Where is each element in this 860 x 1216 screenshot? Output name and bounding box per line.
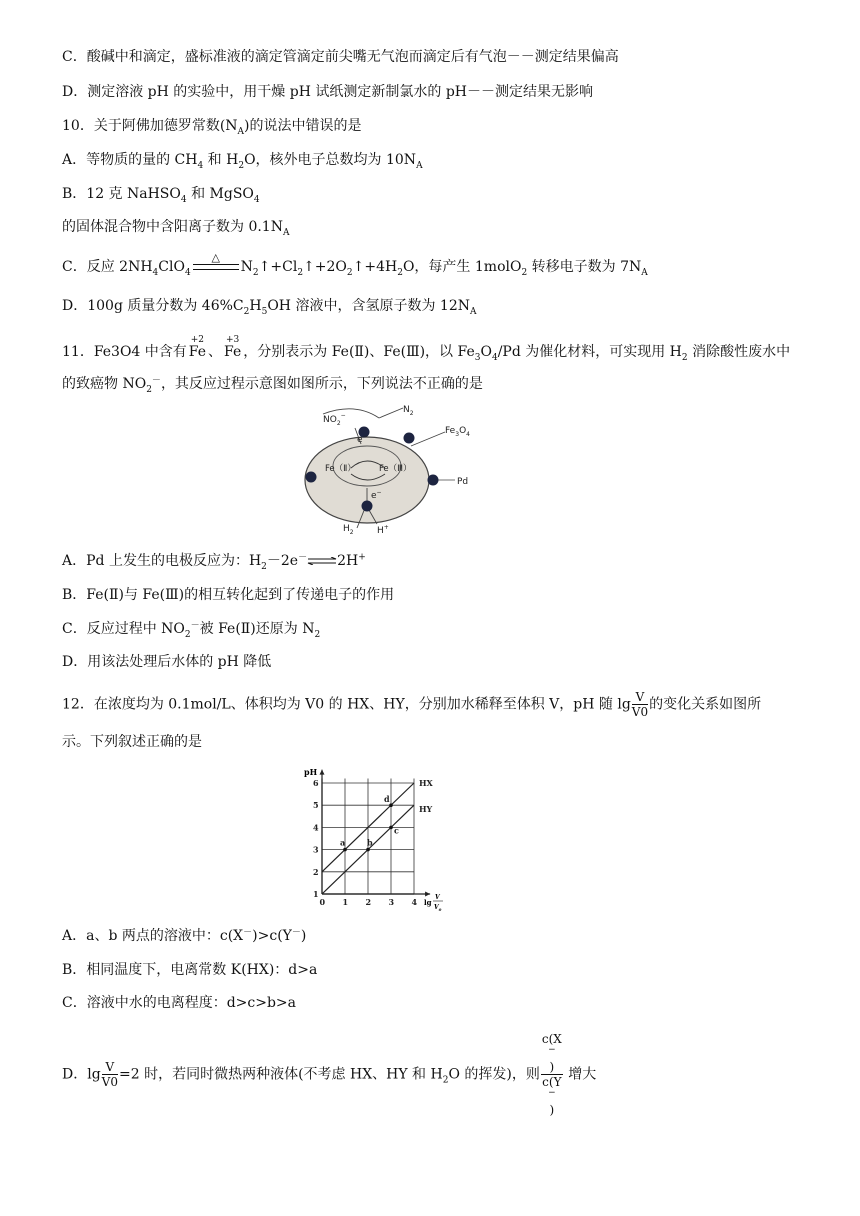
label-n2: $N_2$	[403, 405, 414, 417]
y-tick-6: 6	[313, 778, 319, 788]
point-label-b: b	[367, 837, 373, 848]
q12-stem-line1: 12．在浓度均为 0.1mol/L、体积均为 V0 的 HX、HY，分别加水稀释至体积 V，pH 随 lg $\frac{V}{V0}$ 的变化关系如图所	[62, 690, 762, 719]
q10-option-b: B．12 克 NaHSO$_4$ 和 MgSO$_4$	[62, 186, 260, 205]
label-electron-bottom: e−	[371, 489, 382, 501]
pd-dot-upper-right	[404, 433, 415, 444]
y-axis-arrow	[320, 770, 325, 775]
x-axis-label-den: $V_0$	[434, 904, 442, 912]
chart-grid	[320, 770, 431, 897]
series-label-hx: HX	[419, 778, 433, 788]
d-v-over-v0-fraction: $\frac{V}{V0}$	[101, 1060, 118, 1089]
q10-option-b-cont: 的固体混合物中含阳离子数为 $0.1N_A$	[62, 219, 290, 238]
ph-dilution-chart	[300, 762, 450, 918]
y-tick-1: 1	[313, 889, 319, 899]
equilibrium-arrow	[307, 557, 337, 565]
x-tick-2: 2	[365, 897, 372, 907]
x-tick-0: 0	[319, 897, 326, 907]
point-label-a: a	[340, 837, 346, 848]
point-label-c: c	[394, 825, 399, 836]
series-label-hy: HY	[419, 804, 433, 815]
y-tick-3: 3	[313, 844, 319, 855]
label-h2: $H_2$	[343, 524, 354, 536]
q11-stem-line2: 的致癌物 $NO_2^-$，其反应过程示意图如图所示，下列说法不正确的是	[62, 375, 483, 395]
v-over-v0-fraction: $\frac{V}{V0}$	[631, 690, 649, 719]
q11-option-c: C．反应过程中 $NO_2^-$被 Fe(Ⅱ)还原为 $N_2$	[62, 620, 321, 640]
chart-series	[322, 778, 434, 894]
q11-stem-line1: 11．Fe3O4 中含有 +2 Fe 、 +3 Fe ，分别表示为 Fe(Ⅱ)、Fe(Ⅲ)，以 $Fe_3O_4/Pd$ 为催化材料，可实现用 $H_2$ 消除酸性废水中	[62, 335, 791, 363]
x-tick-1: 1	[342, 897, 349, 907]
pd-dot-left	[306, 472, 317, 483]
reaction-condition-arrow: △	[191, 260, 241, 274]
point-label-d: d	[384, 794, 390, 805]
cx-over-cy-fraction: c(X − ) c(Y − )	[541, 1032, 562, 1117]
catalyst-mechanism-diagram	[295, 400, 495, 540]
q10-stem: 10．关于阿佛加德罗常数$(N_A)$的说法中错误的是	[62, 118, 362, 137]
pd-dot-right	[428, 475, 439, 486]
label-fe3: Fe（Ⅲ）	[379, 464, 412, 474]
q9-option-d: D．测定溶液 pH 的实验中，用干燥 pH 试纸测定新制氯水的 pH－－测定结果无影响	[62, 84, 593, 100]
y-tick-2: 2	[313, 866, 319, 877]
label-no2: $NO_2^-$	[323, 412, 346, 427]
q10-option-c: C．反应 $2NH_4ClO_4$ △ $N_2↑+Cl_2↑+2O_2↑+4H_2O$，每产生 1molO$_2$ 转移电子数为 $7N_A$	[62, 251, 648, 278]
q11-option-a: A．Pd 上发生的电极反应为：$H_2-2e^-$ 2H+	[62, 552, 366, 572]
label-electron-top: e−	[357, 433, 368, 445]
x-axis-label: lg	[424, 898, 432, 907]
q11-option-d: D．用该法处理后水体的 pH 降低	[62, 654, 272, 670]
label-hplus: H+	[377, 524, 389, 536]
label-fe3o4: $Fe_3O_4$	[445, 426, 470, 438]
fe-plus2: +2 Fe	[188, 335, 207, 360]
q12-option-b: B．相同温度下，电离常数 K(HX)：d>a	[62, 962, 318, 978]
q11-option-b: B．Fe(Ⅱ)与 Fe(Ⅲ)的相互转化起到了传递电子的作用	[62, 587, 395, 603]
q12-option-a: A．a、b 两点的溶液中：c(X－)>c(Y－)	[62, 927, 307, 944]
label-pd: Pd	[457, 477, 469, 487]
fe-plus3: +3 Fe	[224, 335, 242, 360]
x-axis-arrow	[425, 892, 430, 897]
q10-option-a: A．等物质的量的 $CH_4$ 和 $H_2O$，核外电子总数均为 $10N_A$	[62, 152, 423, 171]
y-tick-5: 5	[313, 800, 319, 811]
x-axis-label-num: V	[435, 894, 440, 901]
y-tick-4: 4	[313, 822, 319, 833]
q12-option-c: C．溶液中水的电离程度：d>c>b>a	[62, 995, 297, 1011]
q12-stem-line2: 示。下列叙述正确的是	[62, 734, 202, 750]
point-d	[389, 803, 393, 807]
point-b	[366, 848, 370, 852]
q12-option-d: D．lg $\frac{V}{V0}$ =2 时，若同时微热两种液体(不考虑 HX、HY 和 $H_2O$ 的挥发)，则 c(X − ) c(Y − ) 增大	[62, 1032, 597, 1117]
pd-dot-bottom	[362, 501, 373, 512]
label-fe2: Fe（Ⅱ）	[325, 464, 356, 474]
q9-option-c: C．酸碱中和滴定，盛标准液的滴定管滴定前尖嘴无气泡而滴定后有气泡－－测定结果偏高	[62, 49, 619, 65]
x-tick-4: 4	[411, 897, 418, 907]
point-a	[343, 848, 347, 852]
point-c	[389, 826, 393, 830]
y-axis-label: pH	[304, 767, 318, 777]
q10-option-d: D．100g 质量分数为 $46\%C_2H_5OH$ 溶液中，含氢原子数为 $12N_A$	[62, 298, 477, 317]
x-tick-3: 3	[388, 897, 395, 907]
